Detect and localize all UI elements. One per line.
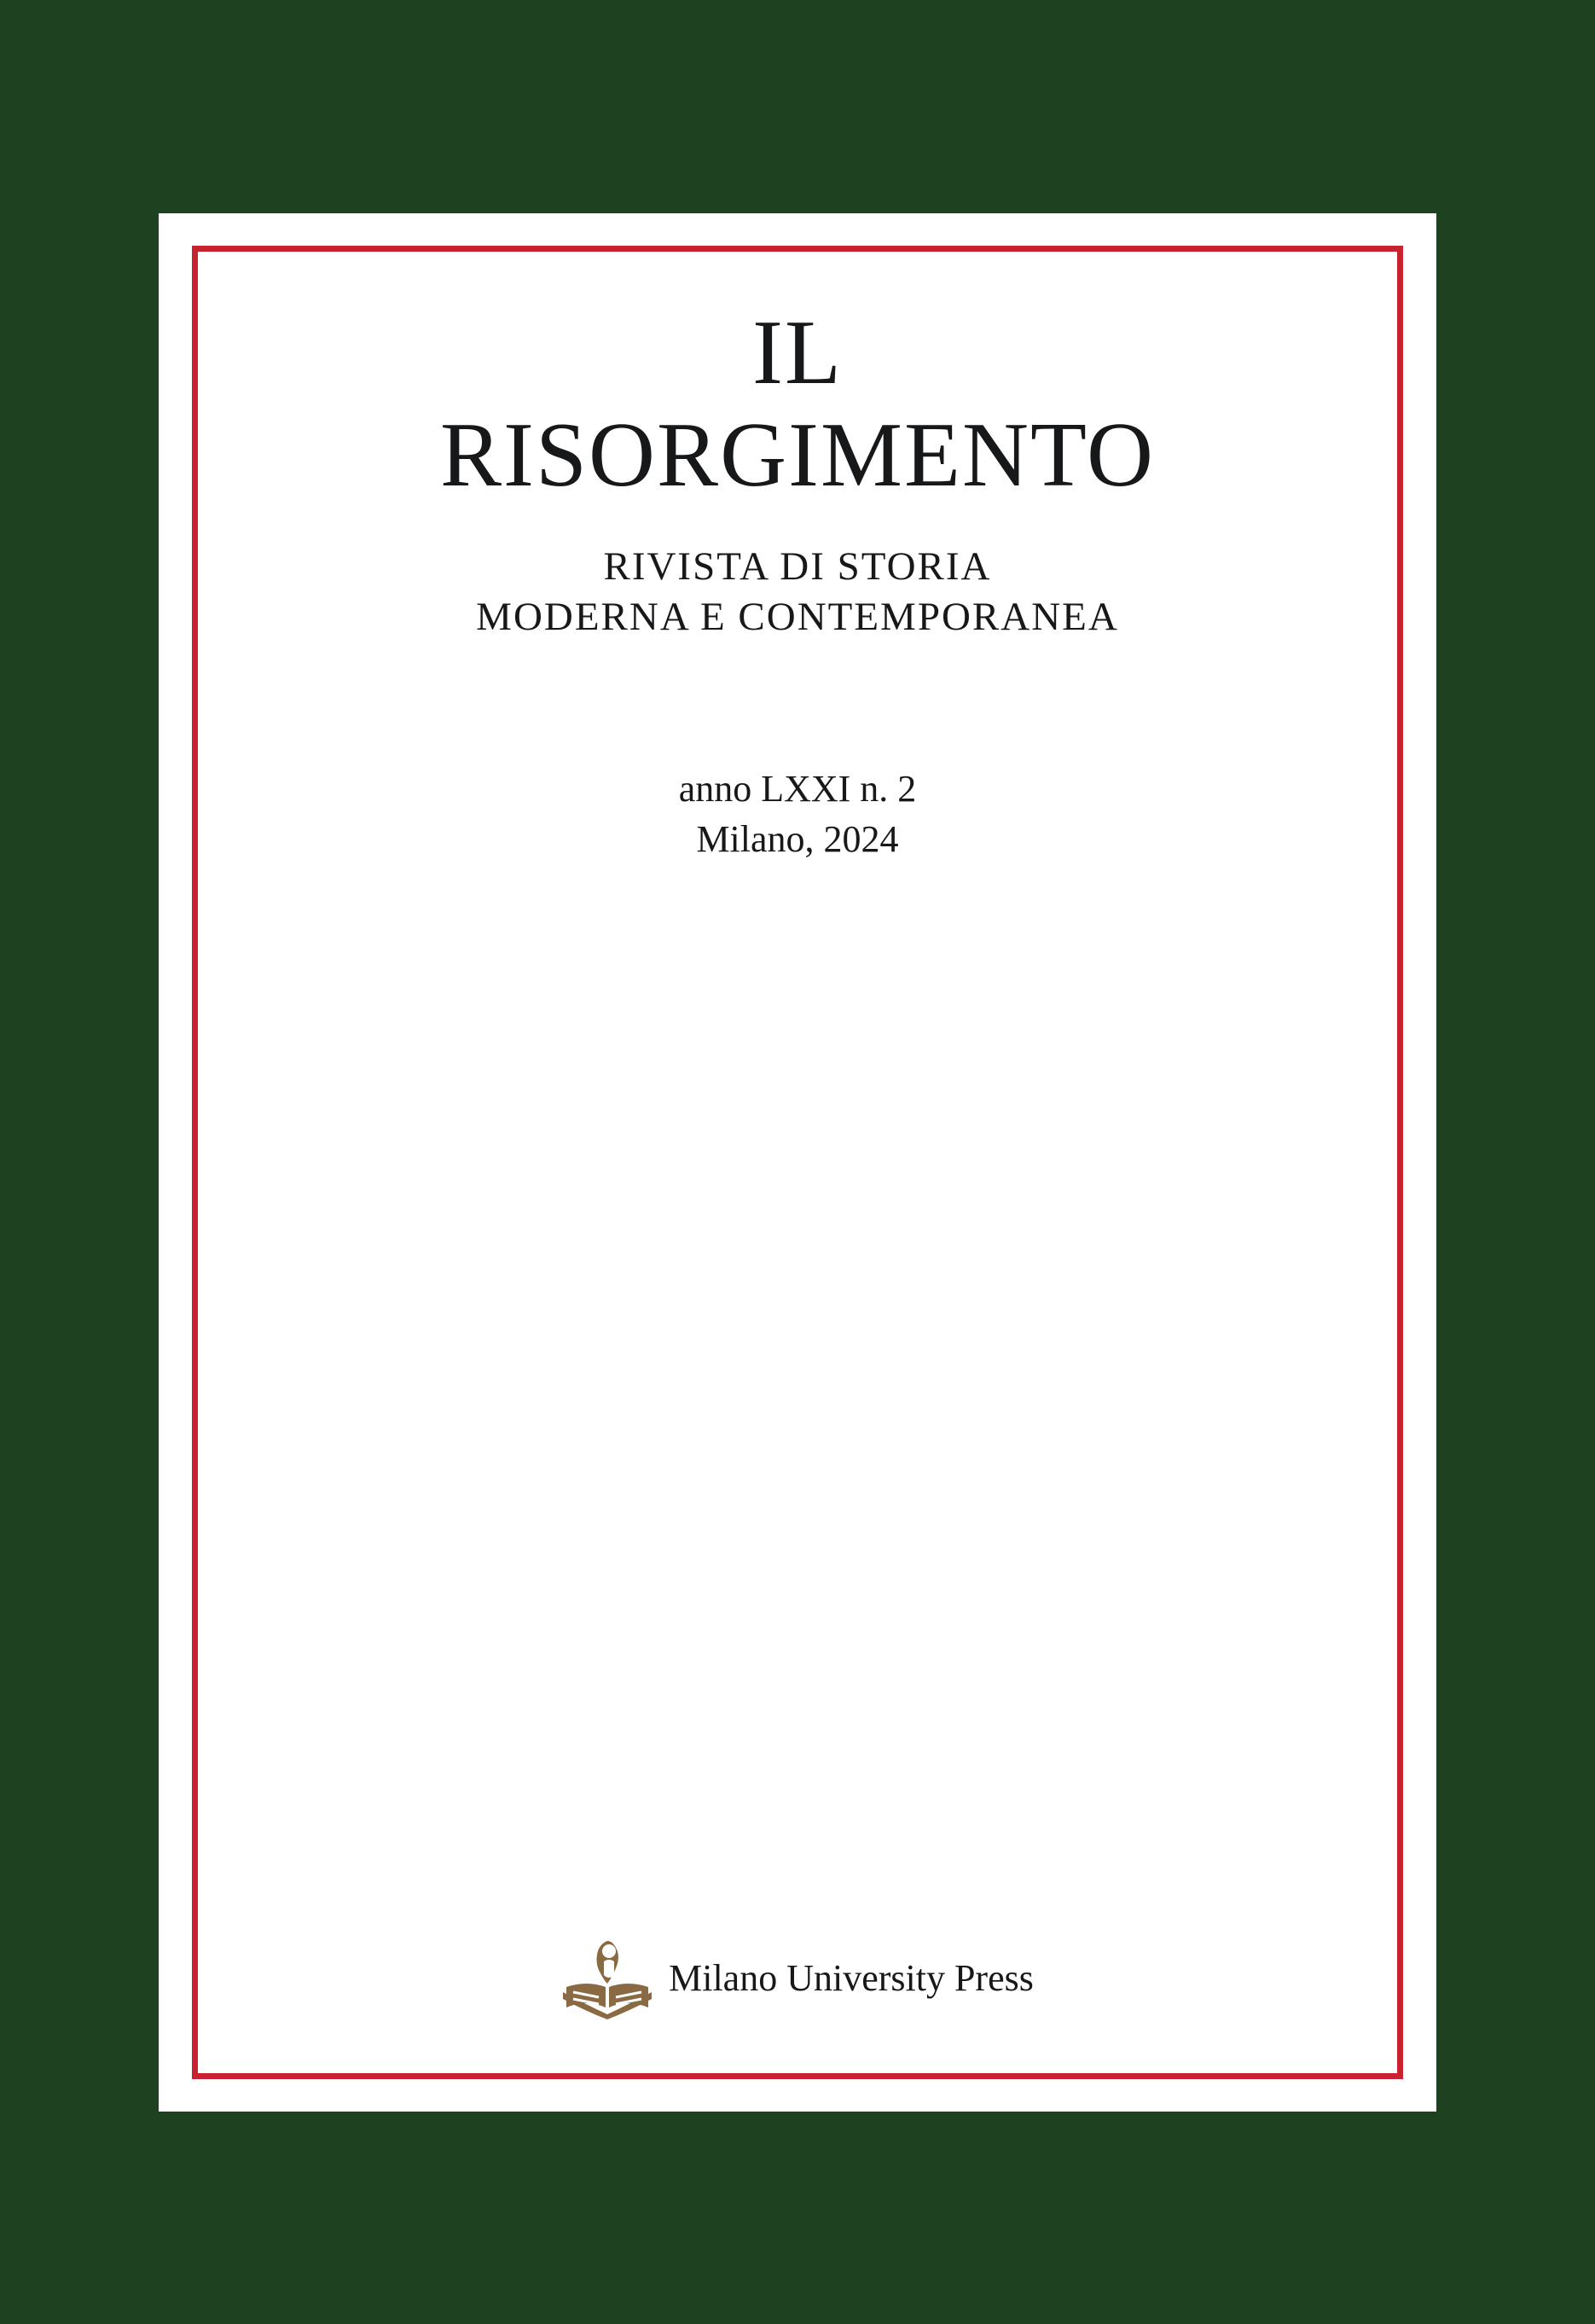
issue-year-number: anno LXXI n. 2 bbox=[678, 768, 917, 810]
journal-subtitle-line-1: RIVISTA DI STORIA bbox=[603, 544, 992, 589]
issue-place-date: Milano, 2024 bbox=[696, 818, 899, 861]
journal-title bbox=[159, 302, 1436, 508]
issue-info bbox=[159, 764, 1436, 865]
journal-subtitle bbox=[159, 542, 1436, 642]
journal-subtitle-line-2: MODERNA E CONTEMPORANEA bbox=[476, 594, 1119, 639]
open-book-with-figure-icon bbox=[561, 1936, 653, 2019]
journal-cover bbox=[159, 213, 1436, 2112]
journal-title-line-2: RISORGIMENTO bbox=[439, 404, 1156, 506]
cover-content bbox=[159, 213, 1436, 2112]
journal-title-line-1: IL bbox=[752, 302, 843, 404]
publisher-block bbox=[159, 1936, 1436, 2019]
publisher-name: Milano University Press bbox=[669, 1956, 1034, 1999]
